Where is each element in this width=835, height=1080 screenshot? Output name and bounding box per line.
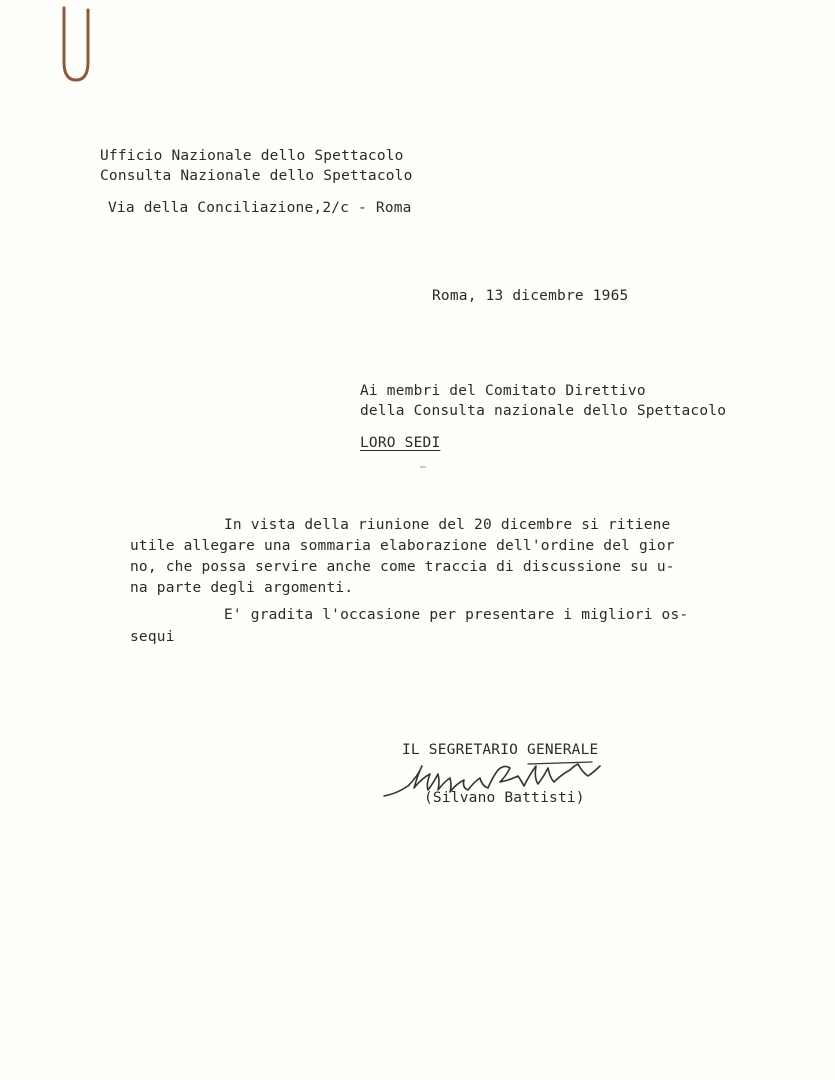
header-consulta: Consulta Nazionale dello Spettacolo xyxy=(100,168,413,184)
recipient-line-1: Ai membri del Comitato Direttivo xyxy=(360,383,646,399)
header-address: Via della Conciliazione,2/c - Roma xyxy=(108,200,412,216)
body-p1-line-1: In vista della riunione del 20 dicembre si ritiene xyxy=(224,517,671,533)
body-p1-line-4: na parte degli argomenti. xyxy=(130,580,354,596)
body-p2-line-2: sequi xyxy=(130,629,175,645)
header-office: Ufficio Nazionale dello Spettacolo xyxy=(100,148,404,164)
handwritten-signature xyxy=(378,752,608,812)
recipient-line-2: della Consulta nazionale dello Spettacolo xyxy=(360,403,727,419)
recipient-loro-sedi: LORO SEDI xyxy=(360,435,441,451)
paper-mark xyxy=(420,466,426,468)
paper-clip-mark xyxy=(52,0,98,90)
body-p2-line-1: E' gradita l'occasione per presentare i migliori os- xyxy=(224,607,689,623)
body-p1-line-3: no, che possa servire anche come traccia di discussione su u- xyxy=(130,559,675,575)
body-p1-line-2: utile allegare una sommaria elaborazione dell'ordine del gior xyxy=(130,538,675,554)
letter-date: Roma, 13 dicembre 1965 xyxy=(432,288,629,304)
closing-title: IL SEGRETARIO GENERALE xyxy=(402,742,599,758)
closing-name: (Silvano Battisti) xyxy=(424,790,585,806)
